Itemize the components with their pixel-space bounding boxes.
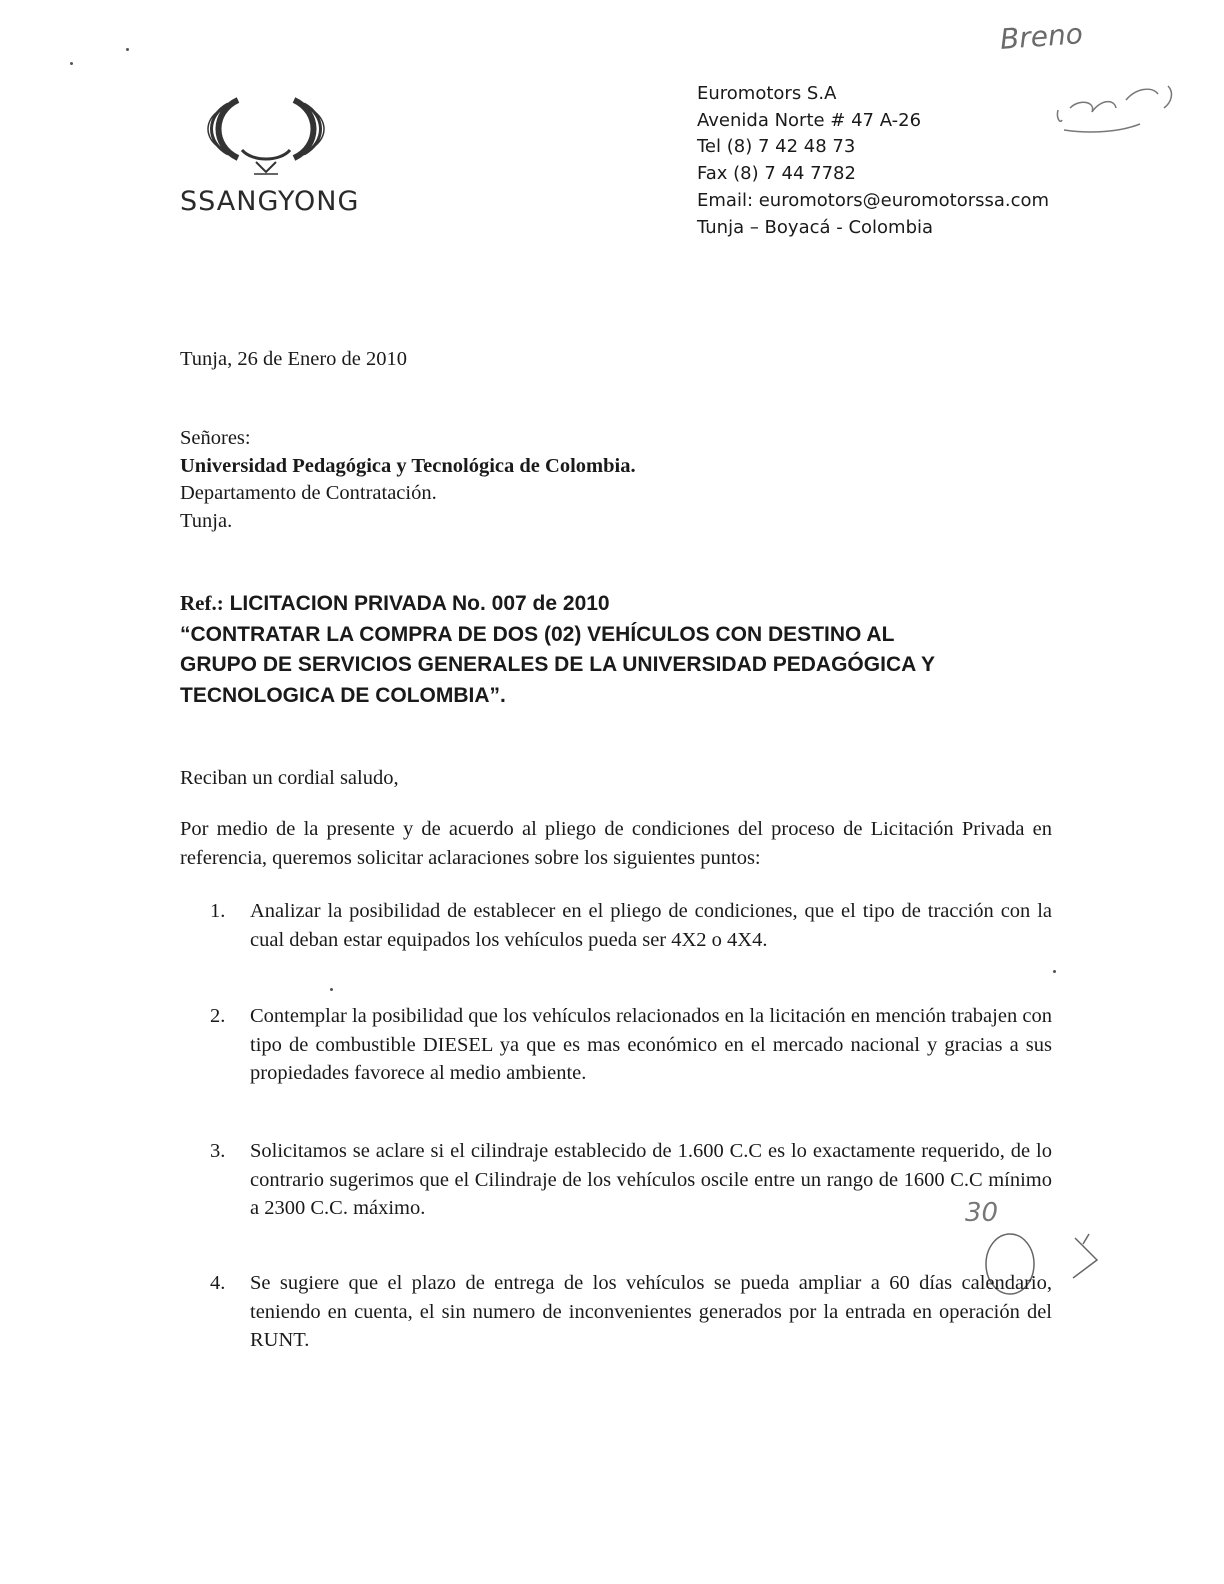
company-logo xyxy=(180,88,380,228)
recipient-block xyxy=(180,425,636,535)
ref-label: Ref.: xyxy=(180,591,224,615)
ref-title: LICITACION PRIVADA No. 007 de 2010 xyxy=(229,592,610,615)
list-item-number: 2. xyxy=(210,1005,226,1027)
list-item-text: Solicitamos se aclare si el cilindraje establecido de 1.600 C.C es lo exactamente requerido, de lo contrario sugerimos que el Cilindraje de los vehículos oscile entre un rango de 1600 C.C mínimo a 2300 C.C. máximo. xyxy=(250,1140,1052,1219)
recipient-department: Departamento de Contratación. xyxy=(180,482,437,504)
brand-name: SSANGYONG xyxy=(180,186,360,217)
handwritten-number: 30 xyxy=(965,1198,999,1228)
list-item-text: Se sugiere que el plazo de entrega de los vehículos se pueda ampliar a 60 días calendario, teniendo en cuenta, el sin numero de inconvenientes generados por la entrada en operación del RUNT. xyxy=(250,1272,1052,1351)
recipient-name: Universidad Pedagógica y Tecnológica de Colombia. xyxy=(180,454,636,477)
ref-line-1: “CONTRATAR LA COMPRA DE DOS (02) VEHÍCULOS CON DESTINO AL xyxy=(180,622,895,646)
ref-line-3: TECNOLOGICA DE COLOMBIA”. xyxy=(180,683,506,707)
company-address: Avenida Norte # 47 A-26 xyxy=(697,109,922,131)
salutation: Señores: xyxy=(180,427,251,449)
list-item-text: Analizar la posibilidad de establecer en el pliego de condiciones, que el tipo de tracción con la cual deban estar equipados los vehículos pueda ser 4X2 o 4X4. xyxy=(250,900,1052,951)
company-name: Euromotors S.A xyxy=(697,83,837,104)
list-item-number: 4. xyxy=(210,1272,226,1294)
company-city: Tunja – Boyacá - Colombia xyxy=(697,216,934,238)
scan-speck xyxy=(330,988,333,991)
company-header xyxy=(697,81,1049,241)
scan-speck xyxy=(70,62,73,65)
company-fax: Fax (8) 7 44 7782 xyxy=(697,163,856,185)
company-tel: Tel (8) 7 42 48 73 xyxy=(697,136,856,158)
letter-date: Tunja, 26 de Enero de 2010 xyxy=(180,348,407,370)
scan-speck xyxy=(1053,970,1056,973)
ssangyong-logo-icon xyxy=(190,88,350,183)
scan-speck xyxy=(126,48,129,51)
recipient-city: Tunja. xyxy=(180,509,233,532)
greeting: Reciban un cordial saludo, xyxy=(180,767,399,789)
reference-block xyxy=(180,588,1080,711)
company-email: Email: euromotors@euromotorssa.com xyxy=(697,189,1050,211)
ref-line-2: GRUPO DE SERVICIOS GENERALES DE LA UNIVERSIDAD PEDAGÓGICA Y xyxy=(180,653,935,676)
handwritten-scribble-icon xyxy=(1040,80,1180,140)
list-item-text: Contemplar la posibilidad que los vehículos relacionados en la licitación en mención trabajen con tipo de combustible DIESEL ya que es mas económico en el mercado nacional y gracias a sus propiedades favorece al medio ambiente. xyxy=(250,1005,1052,1084)
intro-paragraph: Por medio de la presente y de acuerdo al pliego de condiciones del proceso de Licitación Privada en referencia, queremos solicitar aclaraciones sobre los siguientes puntos: xyxy=(180,818,1052,869)
handwritten-note: Breno xyxy=(998,17,1084,56)
list-item-number: 3. xyxy=(210,1140,226,1162)
list-item-number: 1. xyxy=(210,900,226,922)
